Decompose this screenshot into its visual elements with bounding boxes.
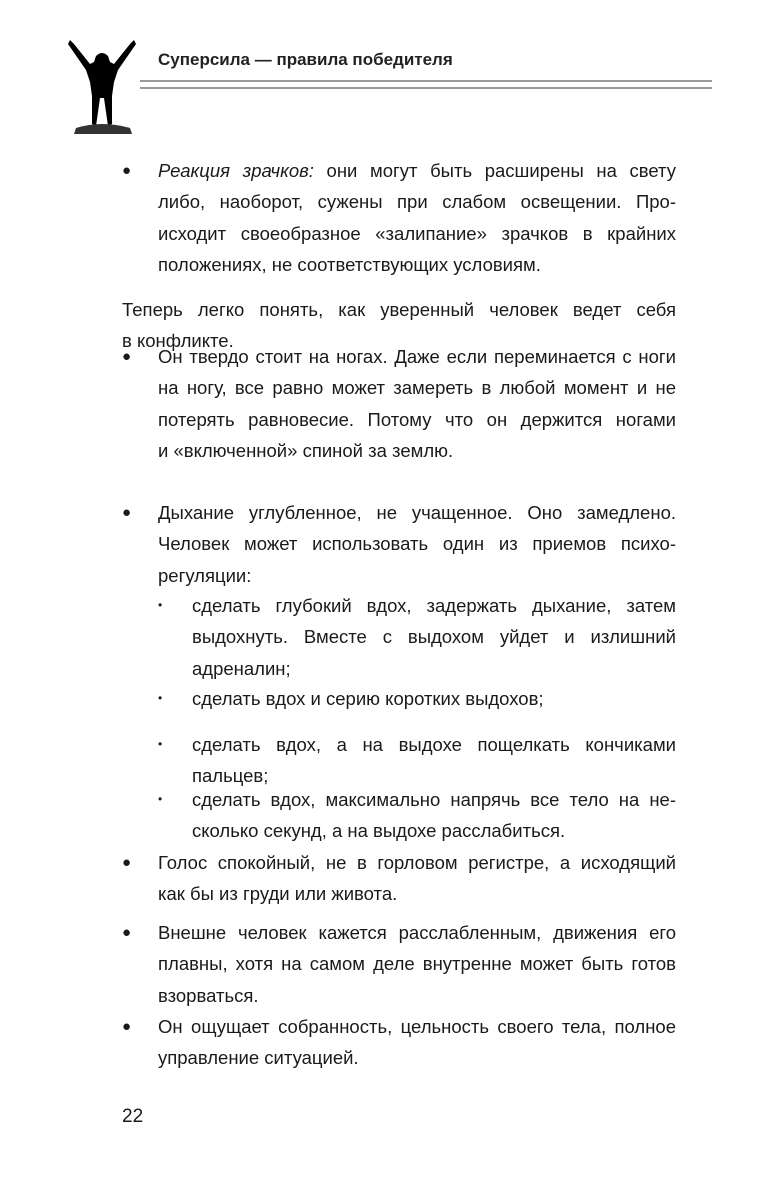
text-line: сделать вдох и серию коротких выдохов; (192, 688, 544, 709)
list-item (122, 847, 676, 910)
text-line: выдохнуть. Вместе с выдохом уйдет и излишний (192, 626, 676, 648)
text-line: Он ощущает собранность, цельность своего тела, полное (158, 1016, 676, 1037)
text-line: сколько секунд, а на выдохе расслабиться. (192, 820, 566, 842)
list-item (122, 917, 676, 1011)
sub-list-item (122, 683, 676, 714)
text-line: Дыхание углубленное, не учащенное. Оно замедлено. (158, 502, 676, 523)
header-double-rule (140, 80, 712, 89)
text-line: адреналин; (192, 657, 291, 679)
text-line: Голос спокойный, не в горловом регистре, а исходящий (158, 852, 676, 873)
text (192, 729, 676, 792)
text-line: Теперь легко понять, как уверенный человек ведет себя (122, 299, 676, 320)
text (158, 341, 676, 466)
text-line: регуляции: (158, 564, 252, 586)
victorious-man-silhouette-logo (66, 38, 138, 134)
sub-list-item (122, 784, 676, 847)
bullet-icon: ● (122, 348, 132, 365)
running-title: Суперсила — правила победителя (158, 50, 453, 69)
text-line: либо, наоборот, сужены при слабом освещении. Про- (158, 191, 676, 213)
list-item (122, 341, 676, 466)
text-line: сделать вдох, максимально напрячь все тело на не- (192, 789, 676, 810)
text (158, 1011, 676, 1074)
text (192, 683, 676, 714)
text (158, 155, 676, 280)
bullet-icon: ● (122, 162, 132, 179)
text-fragment: они могут быть расширены на свету (313, 160, 676, 181)
text-line: Он твердо стоит на ногах. Даже если переминается с ноги (158, 346, 676, 367)
text-line: и «включенной» спиной за землю. (158, 439, 454, 461)
text-line: Внешне человек кажется расслабленным, движения его (158, 922, 676, 943)
list-item (122, 155, 676, 280)
bullet-icon: • (158, 737, 163, 751)
text-line: на ногу, все равно может замереть в любой момент и не (158, 377, 676, 399)
text-line: сделать глубокий вдох, задержать дыхание, затем (192, 595, 676, 616)
sub-list-item (122, 729, 676, 792)
text-line: управление ситуацией. (158, 1047, 359, 1069)
text (158, 497, 676, 591)
text (192, 590, 676, 684)
text-line: плавны, хотя на самом деле внутренне может быть готов (158, 953, 676, 975)
bullet-icon: • (158, 598, 163, 612)
text (158, 847, 676, 910)
list-item (122, 497, 676, 591)
bullet-icon: ● (122, 924, 132, 941)
lead-term: Реакция зрачков: (158, 160, 314, 181)
bullet-icon: • (158, 691, 163, 705)
text (158, 917, 676, 1011)
bullet-icon: ● (122, 504, 132, 521)
text-line (158, 155, 676, 186)
bullet-icon: ● (122, 854, 132, 871)
text-line: пальцев; (192, 765, 269, 787)
text-line: Человек может использовать один из приемов психо- (158, 533, 676, 555)
sub-list-item (122, 590, 676, 684)
text-line: взорваться. (158, 984, 259, 1006)
text-line: в конфликте. (122, 330, 234, 352)
bullet-icon: • (158, 792, 163, 806)
list-item (122, 1011, 676, 1074)
text-line: сделать вдох, а на выдохе пощелкать кончиками (192, 734, 676, 755)
bullet-icon: ● (122, 1018, 132, 1035)
text-line: исходит своеобразное «залипание» зрачков в крайних (158, 222, 676, 244)
text-line: как бы из груди или живота. (158, 883, 398, 905)
page-number: 22 (122, 1106, 144, 1127)
text (192, 784, 676, 847)
text-line: потерять равновесие. Потому что он держится ногами (158, 408, 676, 430)
text-line: положениях, не соответствующих условиям. (158, 253, 541, 275)
